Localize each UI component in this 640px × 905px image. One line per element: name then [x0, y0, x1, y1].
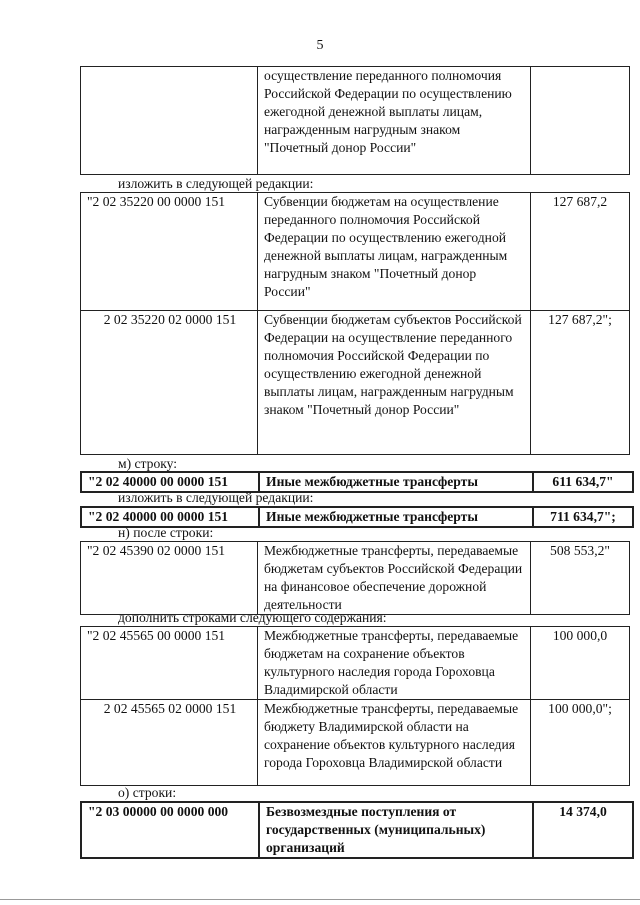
table-row: [81, 700, 630, 786]
description-cell: Субвенции бюджетам субъектов Российской Федерации на осуществление переданного полномочия Российской Федерации по осуществлению ежегодной денежной выплаты лицам, награжденным нагрудным знаком "Почетный донор России": [258, 311, 531, 455]
page-edge-line: [0, 899, 640, 900]
revised-subventions-table: [80, 192, 630, 455]
amount-cell: 711 634,7";: [533, 507, 633, 527]
amount-cell: 14 374,0: [533, 802, 633, 858]
table-row: [81, 193, 630, 311]
amount-cell: [531, 67, 630, 175]
code-cell: 2 02 45565 02 0000 151: [81, 700, 258, 786]
description-cell: Межбюджетные трансферты, передаваемые бюджетам на сохранение объектов культурного наследия города Гороховца Владимирской области: [258, 627, 531, 700]
description-cell: Субвенции бюджетам на осуществление переданного полномочия Российской Федерации по осуществлению ежегодной денежной выплаты лицам, награжденным нагрудным знаком "Почетный донор России": [258, 193, 531, 311]
table-row: [81, 507, 633, 527]
code-cell: 2 02 35220 02 0000 151: [81, 311, 258, 455]
code-cell: "2 02 40000 00 0000 151: [81, 507, 259, 527]
description-cell: Межбюджетные трансферты, передаваемые бюджетам субъектов Российской Федерации на финансовое обеспечение дорожной деятельности: [258, 542, 531, 615]
description-cell: Иные межбюджетные трансферты: [259, 472, 533, 492]
section-label-n: н) после строки:: [118, 525, 214, 540]
table-row: [81, 802, 633, 858]
code-cell: "2 02 40000 00 0000 151: [81, 472, 259, 492]
description-cell: осуществление переданного полномочия Российской Федерации по осуществлению ежегодной денежной выплаты лицам, награжденным нагрудным знаком "Почетный донор России": [258, 67, 531, 175]
amount-cell: 127 687,2";: [531, 311, 630, 455]
amount-cell: 127 687,2: [531, 193, 630, 311]
description-cell: Межбюджетные трансферты, передаваемые бюджету Владимирской области на сохранение объектов культурного наследия города Гороховца Владимирской области: [258, 700, 531, 786]
code-cell: "2 02 45565 00 0000 151: [81, 627, 258, 700]
table-row: [81, 542, 630, 615]
code-cell: [81, 67, 258, 175]
instruction-text: дополнить строками следующего содержания:: [118, 610, 387, 625]
amount-cell: 100 000,0: [531, 627, 630, 700]
table-row: [81, 627, 630, 700]
page-number: 5: [316, 38, 324, 53]
description-cell: Безвозмездные поступления от государственных (муниципальных) организаций: [259, 802, 533, 858]
code-cell: "2 02 45390 02 0000 151: [81, 542, 258, 615]
table-row: [81, 67, 630, 175]
code-cell: "2 02 35220 00 0000 151: [81, 193, 258, 311]
section-label-o: о) строки:: [118, 785, 177, 800]
instruction-text: изложить в следующей редакции:: [118, 490, 314, 505]
road-transfers-table: [80, 541, 630, 615]
description-cell: Иные межбюджетные трансферты: [259, 507, 533, 527]
table-row: [81, 311, 630, 455]
section-label-m: м) строку:: [118, 456, 178, 471]
code-cell: "2 03 00000 00 0000 000: [81, 802, 259, 858]
amount-cell: 508 553,2": [531, 542, 630, 615]
continuation-table: [80, 66, 630, 175]
amount-cell: 611 634,7": [533, 472, 633, 492]
instruction-text: изложить в следующей редакции:: [118, 176, 314, 191]
gratuitous-receipts-table: [80, 801, 634, 859]
heritage-transfers-table: [80, 626, 630, 786]
amount-cell: 100 000,0";: [531, 700, 630, 786]
table-row: [81, 472, 633, 492]
